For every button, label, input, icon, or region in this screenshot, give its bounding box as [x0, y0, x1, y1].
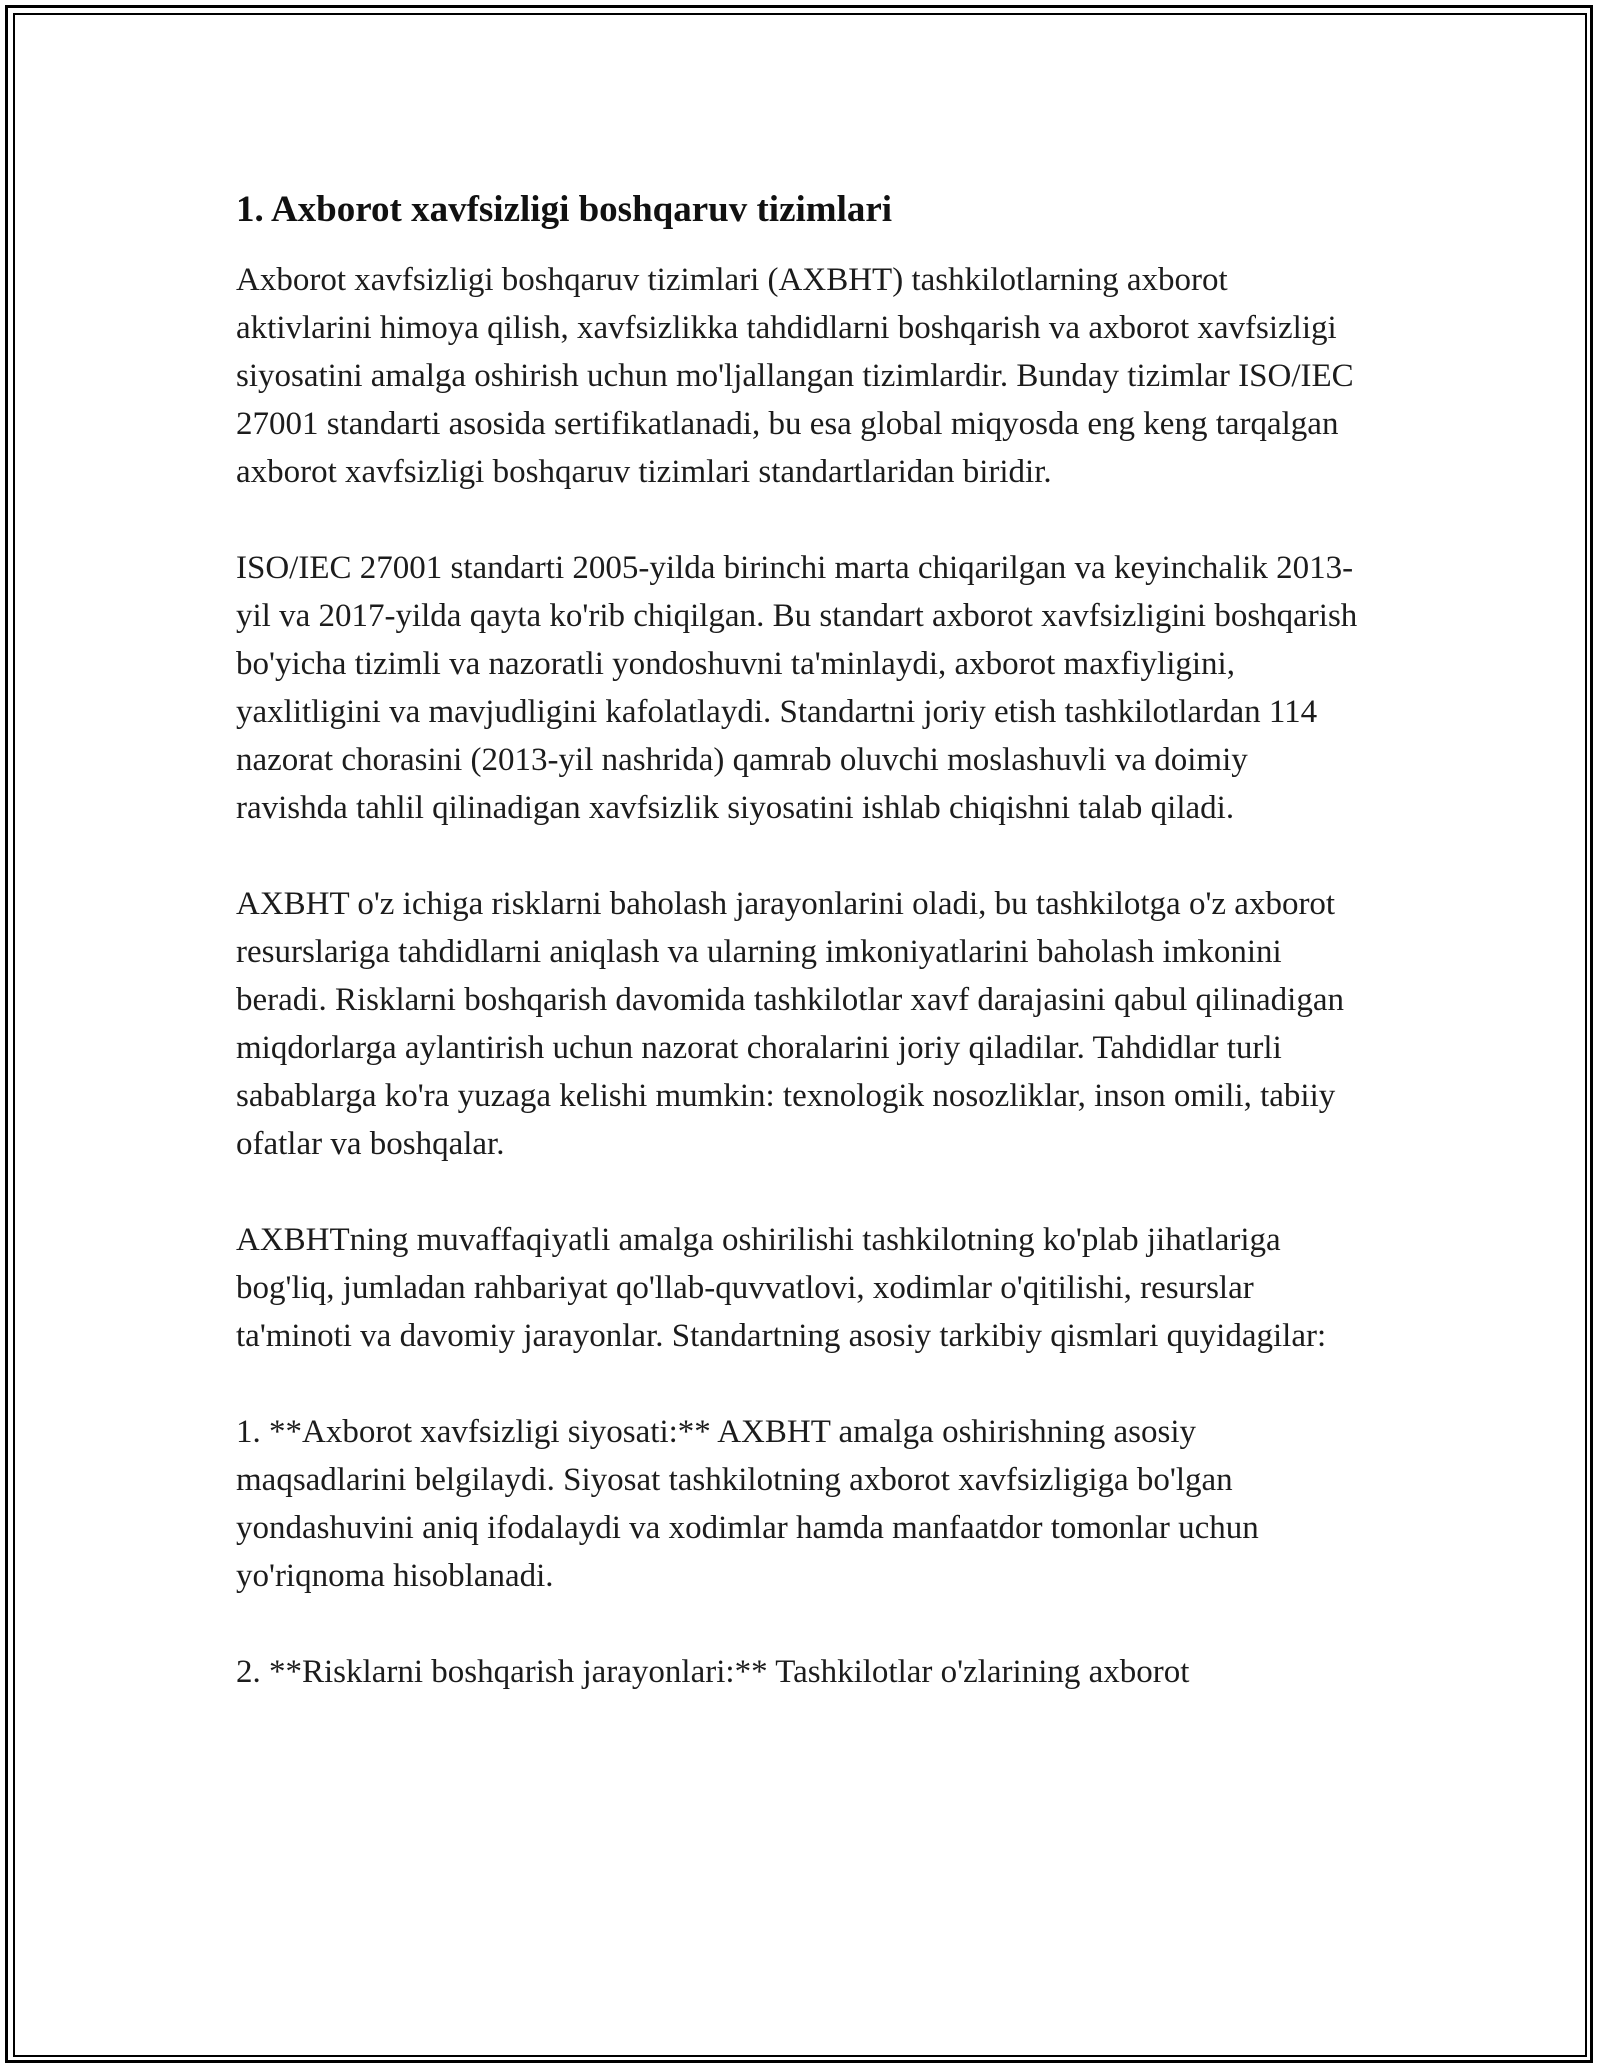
paragraph-intro: Axborot xavfsizligi boshqaruv tizimlari (AXBHT) tashkilotlarning axborot aktivlarini himoya qilish, xavfsizlikka tahdidlarni boshqarish va axborot xavfsizligi siyosatini amalga oshirish uchun mo'ljallangan tizimlardir. Bunday tizimlar ISO/IEC 27001 standarti asosida sertifikatlanadi, bu esa global miqyosda eng keng tarqalgan axborot xavfsizligi boshqaruv tizimlari standartlaridan biridir. [236, 262, 1354, 490]
document-body [236, 186, 1366, 1744]
list-item-risk-management: 2. **Risklarni boshqarish jarayonlari:** Tashkilotlar o'zlarining axborot [236, 1654, 1190, 1690]
list-item-policy: 1. **Axborot xavfsizligi siyosati:** AXBHT amalga oshirishning asosiy maqsadlarini belgilaydi. Siyosat tashkilotning axborot xavfsizligiga bo'lgan yondashuvini aniq ifodalaydi va xodimlar hamda manfaatdor tomonlar uchun yo'riqnoma hisoblanadi. [236, 1414, 1259, 1594]
paragraph-iso-standard: ISO/IEC 27001 standarti 2005-yilda birinchi marta chiqarilgan va keyinchalik 2013-yil va 2017-yilda qayta ko'rib chiqilgan. Bu standart axborot xavfsizligini boshqarish bo'yicha tizimli va nazoratli yondoshuvni ta'minlaydi, axborot maxfiyligini, yaxlitligini va mavjudligini kafolatlaydi. Standartni joriy etish tashkilotlardan 114 nazorat chorasini (2013-yil nashrida) qamrab oluvchi moslashuvli va doimiy ravishda tahlil qilinadigan xavfsizlik siyosatini ishlab chiqishni talab qiladi. [236, 550, 1358, 826]
paragraph-implementation: AXBHTning muvaffaqiyatli amalga oshirilishi tashkilotning ko'plab jihatlariga bog'liq, jumladan rahbariyat qo'llab-quvvatlovi, xodimlar o'qitilishi, resurslar ta'minoti va davomiy jarayonlar. Standartning asosiy tarkibiy qismlari quyidagilar: [236, 1222, 1327, 1354]
section-heading: 1. Axborot xavfsizligi boshqaruv tizimlari [236, 189, 893, 230]
paragraph-risk-assessment: AXBHT o'z ichiga risklarni baholash jarayonlarini oladi, bu tashkilotga o'z axborot resurslariga tahdidlarni aniqlash va ularning imkoniyatlarini baholash imkonini beradi. Risklarni boshqarish davomida tashkilotlar xavf darajasini qabul qilinadigan miqdorlarga aylantirish uchun nazorat choralarini joriy qiladilar. Tahdidlar turli sabablarga ko'ra yuzaga kelishi mumkin: texnologik nosozliklar, inson omili, tabiiy ofatlar va boshqalar. [236, 886, 1344, 1162]
